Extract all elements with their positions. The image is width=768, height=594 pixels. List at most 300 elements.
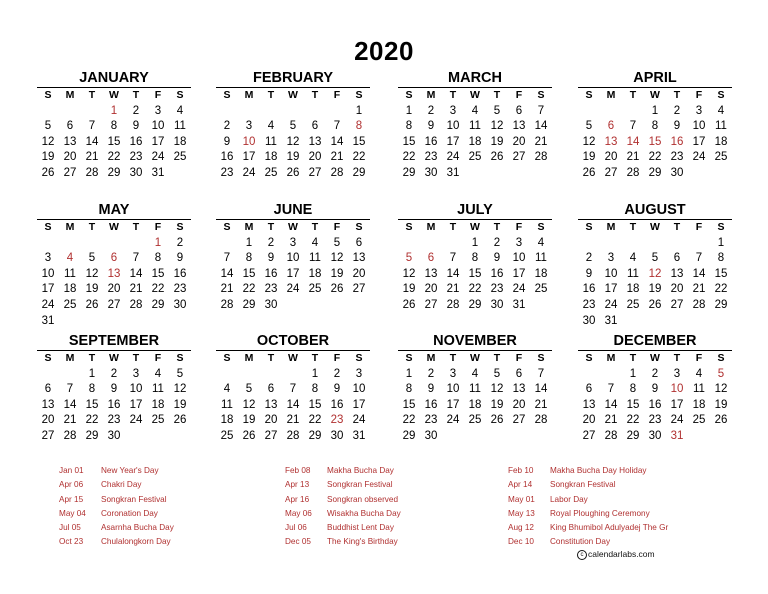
blank-day: [622, 236, 644, 252]
day: 2: [223, 120, 231, 133]
day: 7: [537, 104, 545, 117]
day: 15: [242, 267, 256, 280]
weekday-header: F: [695, 89, 703, 101]
day: 5: [88, 252, 96, 265]
blank-day: [600, 104, 622, 120]
weekday-header: S: [585, 352, 593, 364]
day: 7: [66, 383, 74, 396]
blank-day: [304, 104, 326, 120]
weekday-header: M: [426, 221, 436, 233]
day: 17: [604, 283, 618, 296]
day: 5: [289, 120, 297, 133]
day: 17: [352, 398, 366, 411]
blank-day: [398, 236, 420, 252]
day: 27: [41, 429, 55, 442]
day: 16: [264, 267, 278, 280]
day: 29: [468, 298, 482, 311]
day: 19: [330, 267, 344, 280]
weekday-header: T: [493, 221, 501, 233]
month-days-grid: [398, 350, 552, 445]
day: 25: [220, 429, 234, 442]
day: 14: [692, 267, 706, 280]
day: 17: [41, 283, 55, 296]
day: 22: [85, 414, 99, 427]
blank-day: [326, 104, 348, 120]
holiday-row: [285, 521, 487, 535]
day: 12: [490, 120, 504, 133]
day: 2: [493, 236, 501, 249]
day: 7: [449, 252, 457, 265]
holiday-name: New Year's Day: [101, 466, 159, 475]
day: 2: [176, 236, 184, 249]
holiday-date: Jul 06: [285, 523, 307, 533]
month-days-grid: [37, 87, 191, 182]
day: 26: [41, 166, 55, 179]
month-9: [216, 333, 370, 445]
weekday-header: T: [311, 221, 319, 233]
credit[interactable]: [577, 549, 655, 560]
day: 20: [424, 283, 438, 296]
blank-day: [600, 367, 622, 383]
holiday-date: Apr 06: [59, 480, 84, 490]
day: 22: [352, 151, 366, 164]
day: 10: [129, 383, 143, 396]
holiday-row: [285, 464, 487, 478]
day: 24: [151, 151, 165, 164]
holiday-date: Dec 10: [508, 537, 534, 547]
day: 26: [582, 166, 596, 179]
day: 18: [220, 414, 234, 427]
day: 12: [490, 383, 504, 396]
month-title: SEPTEMBER: [68, 333, 160, 349]
day: 11: [64, 267, 76, 280]
day: 23: [129, 151, 143, 164]
weekday-header: T: [449, 221, 457, 233]
holiday-day: 1: [154, 236, 162, 249]
day: 30: [424, 429, 438, 442]
weekday-header: F: [333, 221, 341, 233]
weekday-header: T: [267, 89, 275, 101]
day: 7: [132, 252, 140, 265]
holiday-name: Makha Bucha Day Holiday: [550, 466, 647, 475]
day: 13: [352, 252, 366, 265]
day: 3: [355, 367, 363, 380]
day: 26: [173, 414, 187, 427]
weekday-header: W: [470, 89, 480, 101]
day: 9: [427, 383, 435, 396]
day: 2: [427, 104, 435, 117]
month-10: [398, 333, 552, 445]
day: 13: [670, 267, 684, 280]
month-title: JULY: [457, 202, 493, 218]
holiday-day: 4: [66, 252, 74, 265]
day: 5: [44, 120, 52, 133]
day: 25: [468, 151, 482, 164]
holiday-day: 14: [626, 135, 640, 148]
day: 3: [449, 104, 457, 117]
weekday-header: T: [311, 352, 319, 364]
day: 1: [88, 367, 96, 380]
weekday-header: S: [405, 221, 413, 233]
day: 14: [63, 398, 77, 411]
day: 9: [493, 252, 501, 265]
day: 27: [264, 429, 278, 442]
weekday-header: F: [515, 221, 523, 233]
day: 22: [626, 414, 640, 427]
day: 18: [468, 398, 482, 411]
weekday-header: W: [470, 352, 480, 364]
day: 6: [311, 120, 319, 133]
day: 13: [63, 135, 77, 148]
day: 8: [629, 383, 637, 396]
day: 14: [446, 267, 460, 280]
weekday-header: S: [176, 221, 184, 233]
day: 22: [151, 283, 165, 296]
weekday-header: M: [65, 89, 75, 101]
day: 31: [41, 314, 55, 327]
day: 25: [63, 298, 77, 311]
day: 4: [223, 383, 231, 396]
day: 19: [582, 151, 596, 164]
holiday-date: Apr 15: [59, 494, 84, 504]
day: 29: [626, 429, 640, 442]
month-days-grid: [37, 350, 191, 445]
day: 26: [286, 166, 300, 179]
blank-day: [103, 236, 125, 252]
day: 27: [512, 151, 526, 164]
day: 20: [512, 398, 526, 411]
day: 6: [355, 236, 363, 249]
day: 23: [220, 166, 234, 179]
day: 28: [220, 298, 234, 311]
holiday-date: Jan 01: [59, 466, 84, 475]
day: 30: [129, 166, 143, 179]
day: 11: [174, 120, 186, 133]
day: 17: [151, 135, 165, 148]
weekday-header: S: [355, 89, 363, 101]
credit-text: calendarlabs.com: [588, 549, 655, 559]
blank-day: [644, 236, 666, 252]
day: 5: [585, 120, 593, 133]
weekday-header: S: [585, 221, 593, 233]
day: 26: [242, 429, 256, 442]
day: 16: [129, 135, 143, 148]
month-days-grid: [216, 87, 370, 182]
blank-day: [282, 367, 304, 383]
day: 25: [534, 283, 548, 296]
day: 28: [534, 414, 548, 427]
weekday-header: S: [717, 352, 725, 364]
day: 20: [670, 283, 684, 296]
day: 7: [289, 383, 297, 396]
day: 2: [333, 367, 341, 380]
day: 7: [607, 383, 615, 396]
holiday-day: 6: [607, 120, 615, 133]
day: 27: [512, 414, 526, 427]
holiday-column: [285, 464, 487, 550]
holiday-row: [285, 493, 487, 507]
day: 16: [173, 267, 187, 280]
holiday-date: Feb 08: [285, 466, 311, 475]
day: 24: [352, 414, 366, 427]
holiday-column: [59, 464, 261, 550]
day: 10: [512, 252, 526, 265]
day: 16: [424, 135, 438, 148]
day: 29: [402, 429, 416, 442]
day: 8: [471, 252, 479, 265]
day: 24: [446, 151, 460, 164]
day: 9: [223, 135, 231, 148]
day: 15: [107, 135, 121, 148]
day: 21: [330, 151, 344, 164]
weekday-header: M: [65, 221, 75, 233]
weekday-header: S: [537, 221, 545, 233]
day: 18: [534, 267, 548, 280]
day: 24: [41, 298, 55, 311]
month-days-grid: [578, 219, 732, 329]
holiday-date: Aug 12: [508, 523, 534, 533]
holiday-day: 23: [330, 414, 344, 427]
day: 20: [308, 151, 322, 164]
day: 30: [173, 298, 187, 311]
day: 8: [88, 383, 96, 396]
day: 10: [41, 267, 55, 280]
blank-day: [420, 236, 442, 252]
day: 23: [670, 151, 684, 164]
day: 25: [264, 166, 278, 179]
day: 30: [107, 429, 121, 442]
day: 21: [63, 414, 77, 427]
day: 20: [352, 267, 366, 280]
month-title: MAY: [98, 202, 130, 218]
day: 2: [427, 367, 435, 380]
day: 15: [85, 398, 99, 411]
day: 3: [44, 252, 52, 265]
day: 8: [245, 252, 253, 265]
day: 22: [468, 283, 482, 296]
day: 17: [670, 398, 684, 411]
weekday-header: M: [606, 89, 616, 101]
day: 21: [286, 414, 300, 427]
day: 15: [402, 135, 416, 148]
day: 21: [534, 398, 548, 411]
day: 28: [129, 298, 143, 311]
holiday-name: Songkran observed: [327, 494, 399, 504]
day: 1: [629, 367, 637, 380]
day: 15: [402, 398, 416, 411]
holiday-name: Wisakha Bucha Day: [327, 508, 401, 518]
day: 23: [173, 283, 187, 296]
weekday-header: T: [629, 89, 637, 101]
day: 11: [693, 383, 705, 396]
weekday-header: S: [223, 221, 231, 233]
weekday-header: M: [244, 221, 254, 233]
day: 3: [245, 120, 253, 133]
weekday-header: T: [132, 221, 140, 233]
day: 26: [648, 298, 662, 311]
day: 11: [469, 120, 481, 133]
day: 14: [85, 135, 99, 148]
holiday-name: Chakri Day: [101, 480, 142, 490]
day: 1: [405, 367, 413, 380]
day: 21: [129, 283, 143, 296]
day: 18: [151, 398, 165, 411]
holiday-date: Dec 05: [285, 537, 311, 547]
blank-day: [578, 104, 600, 120]
day: 24: [242, 166, 256, 179]
day: 21: [692, 283, 706, 296]
holiday-name: Asarnha Bucha Day: [101, 523, 174, 533]
month-8: [37, 333, 191, 445]
weekday-header: T: [132, 352, 140, 364]
weekday-header: S: [405, 89, 413, 101]
day: 17: [692, 135, 706, 148]
day: 11: [715, 120, 727, 133]
day: 24: [446, 414, 460, 427]
weekday-header: S: [717, 89, 725, 101]
day: 18: [692, 398, 706, 411]
day: 28: [63, 429, 77, 442]
weekday-header: F: [154, 352, 162, 364]
day: 24: [512, 283, 526, 296]
holiday-day: 5: [405, 252, 413, 265]
holiday-day: 13: [604, 135, 618, 148]
day: 29: [352, 166, 366, 179]
weekday-header: M: [426, 352, 436, 364]
holiday-date: Oct 23: [59, 537, 84, 547]
day: 30: [582, 314, 596, 327]
day: 22: [402, 414, 416, 427]
day: 11: [469, 383, 481, 396]
day: 13: [308, 135, 322, 148]
holiday-name: Buddhist Lent Day: [327, 523, 394, 533]
day: 22: [308, 414, 322, 427]
month-title: OCTOBER: [256, 333, 330, 349]
day: 16: [648, 398, 662, 411]
holiday-name: Makha Bucha Day: [327, 466, 394, 475]
day: 29: [308, 429, 322, 442]
day: 29: [648, 166, 662, 179]
holiday-name: Constitution Day: [550, 537, 611, 547]
day: 19: [286, 151, 300, 164]
day: 12: [402, 267, 416, 280]
weekday-header: W: [109, 89, 119, 101]
weekday-header: T: [267, 352, 275, 364]
weekday-header: T: [88, 89, 96, 101]
day: 27: [352, 283, 366, 296]
day: 10: [692, 120, 706, 133]
day: 2: [585, 252, 593, 265]
day: 21: [534, 135, 548, 148]
day: 16: [582, 283, 596, 296]
day: 7: [333, 120, 341, 133]
day: 1: [717, 236, 725, 249]
copyright-icon: c: [577, 550, 587, 560]
month-days-grid: [578, 87, 732, 182]
day: 12: [286, 135, 300, 148]
weekday-header: S: [223, 352, 231, 364]
day: 19: [714, 398, 728, 411]
weekday-header: T: [449, 352, 457, 364]
day: 23: [582, 298, 596, 311]
day: 16: [490, 267, 504, 280]
blank-day: [622, 104, 644, 120]
day: 10: [446, 120, 460, 133]
day: 7: [629, 120, 637, 133]
day: 9: [333, 383, 341, 396]
day: 4: [629, 252, 637, 265]
day: 6: [267, 383, 275, 396]
day: 7: [88, 120, 96, 133]
day: 28: [604, 429, 618, 442]
blank-day: [688, 236, 710, 252]
holiday-row: [59, 507, 261, 521]
day: 4: [471, 104, 479, 117]
weekday-header: W: [288, 221, 298, 233]
day: 24: [129, 414, 143, 427]
holiday-row: [59, 535, 261, 549]
day: 30: [670, 166, 684, 179]
weekday-header: W: [109, 221, 119, 233]
day: 23: [490, 283, 504, 296]
day: 15: [714, 267, 728, 280]
day: 4: [267, 120, 275, 133]
day: 8: [110, 120, 118, 133]
day: 15: [151, 267, 165, 280]
day: 16: [107, 398, 121, 411]
day: 18: [63, 283, 77, 296]
day: 26: [402, 298, 416, 311]
day: 7: [223, 252, 231, 265]
year-title: 2020: [354, 36, 414, 66]
day: 1: [471, 236, 479, 249]
day: 23: [424, 414, 438, 427]
weekday-header: F: [154, 89, 162, 101]
day: 5: [245, 383, 253, 396]
weekday-header: F: [333, 352, 341, 364]
weekday-header: S: [44, 89, 52, 101]
day: 31: [604, 314, 618, 327]
weekday-header: T: [88, 221, 96, 233]
weekday-header: W: [288, 89, 298, 101]
day: 29: [402, 166, 416, 179]
weekday-header: T: [132, 89, 140, 101]
day: 21: [220, 283, 234, 296]
weekday-header: S: [44, 352, 52, 364]
month-5: [216, 202, 370, 314]
day: 31: [352, 429, 366, 442]
day: 19: [85, 283, 99, 296]
blank-day: [600, 236, 622, 252]
weekday-header: S: [176, 89, 184, 101]
day: 8: [717, 252, 725, 265]
day: 1: [651, 104, 659, 117]
day: 24: [670, 414, 684, 427]
holiday-row: [285, 478, 487, 492]
blank-day: [37, 236, 59, 252]
weekday-header: S: [355, 352, 363, 364]
holiday-day: 1: [110, 104, 118, 117]
day: 27: [107, 298, 121, 311]
day: 15: [468, 267, 482, 280]
holiday-day: 6: [427, 252, 435, 265]
day: 23: [648, 414, 662, 427]
day: 29: [242, 298, 256, 311]
day: 3: [154, 104, 162, 117]
weekday-header: S: [717, 221, 725, 233]
day: 28: [85, 166, 99, 179]
holiday-row: [59, 493, 261, 507]
